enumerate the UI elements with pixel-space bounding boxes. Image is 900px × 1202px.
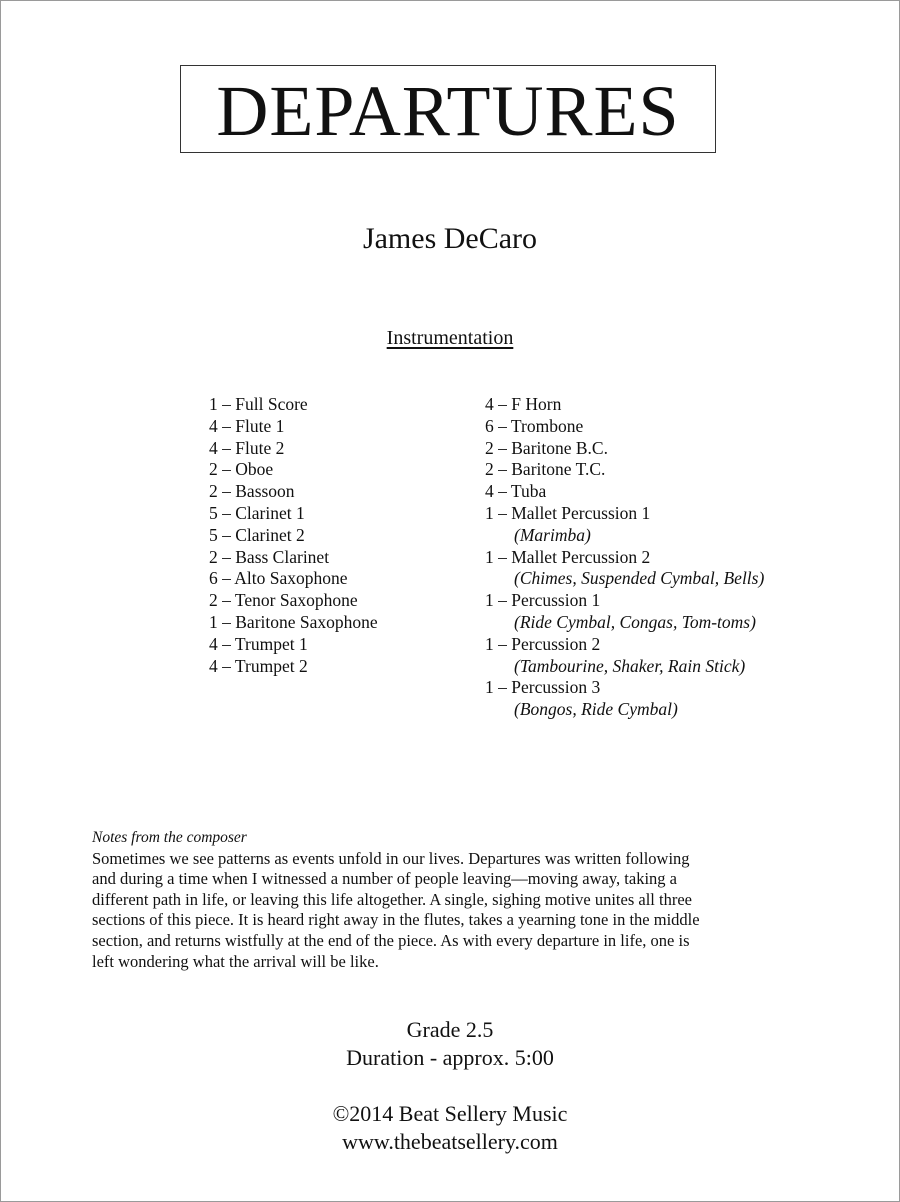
composer-name: James DeCaro: [362, 222, 538, 255]
instrument-item: 1 – Baritone Saxophone: [209, 611, 378, 632]
instrument-item: 1 – Mallet Percussion 2: [485, 546, 651, 567]
instrument-item: 5 – Clarinet 2: [209, 524, 305, 545]
notes-line: sections of this piece. It is heard right away in the flutes, takes a yearning tone in the middle: [92, 910, 700, 930]
instrument-item: 4 – F Horn: [485, 394, 562, 414]
instrumentation-heading: Instrumentation: [386, 327, 514, 349]
grade-level: Grade 2.5: [406, 1017, 494, 1042]
notes-heading: Notes from the composer: [92, 829, 247, 846]
instrument-item: 4 – Tuba: [485, 481, 547, 502]
duration: Duration - approx. 5:00: [346, 1045, 554, 1070]
instrument-item: 2 – Tenor Saxophone: [209, 590, 358, 611]
instrument-detail: (Ride Cymbal, Congas, Tom-toms): [514, 611, 756, 632]
instrumentation-left-column: [209, 394, 378, 677]
instrument-item: 5 – Clarinet 1: [209, 502, 305, 523]
website-url: www.thebeatsellery.com: [342, 1129, 558, 1154]
instrument-item: 4 – Flute 1: [209, 415, 285, 436]
notes-line: and during a time when I witnessed a number of people leaving—moving away, taking a: [92, 869, 677, 889]
instrument-item: 1 – Percussion 1: [485, 590, 601, 611]
instrument-item: 2 – Bassoon: [209, 481, 295, 502]
instrument-item: 2 – Baritone T.C.: [485, 459, 606, 480]
notes-line: Sometimes we see patterns as events unfold in our lives. Departures was written following: [92, 848, 690, 868]
instrument-item: 2 – Baritone B.C.: [485, 437, 608, 458]
copyright: ©2014 Beat Sellery Music: [332, 1101, 568, 1126]
notes-line: section, and returns wistfully at the end of the piece. As with every departure in life, one is: [92, 930, 690, 950]
title-box: [180, 65, 716, 153]
instrument-item: 2 – Oboe: [209, 459, 274, 480]
instrument-item: 1 – Percussion 3: [485, 677, 601, 698]
composer-notes: [92, 828, 792, 972]
instrument-item: 6 – Alto Saxophone: [209, 568, 348, 589]
instrument-item: 1 – Full Score: [209, 394, 308, 414]
instrument-detail: (Marimba): [514, 524, 591, 545]
instrument-item: 2 – Bass Clarinet: [209, 546, 330, 567]
notes-line: left wondering what the arrival will be like.: [92, 951, 379, 971]
instrument-item: 1 – Mallet Percussion 1: [485, 502, 651, 523]
instrument-item: 6 – Trombone: [485, 415, 584, 436]
notes-line: different path in life, or leaving this life altogether. A single, sighing motive unites all three: [92, 889, 692, 909]
instrument-detail: (Bongos, Ride Cymbal): [514, 699, 678, 720]
instrument-detail: (Chimes, Suspended Cymbal, Bells): [514, 568, 765, 589]
instrumentation-right-column: [485, 394, 764, 721]
instrument-detail: (Tambourine, Shaker, Rain Stick): [514, 655, 746, 676]
instrument-item: 4 – Trumpet 1: [209, 633, 308, 654]
instrument-item: 4 – Trumpet 2: [209, 655, 308, 676]
page-title: DEPARTURES: [216, 71, 680, 151]
instrument-item: 4 – Flute 2: [209, 437, 285, 458]
instrument-item: 1 – Percussion 2: [485, 633, 601, 654]
